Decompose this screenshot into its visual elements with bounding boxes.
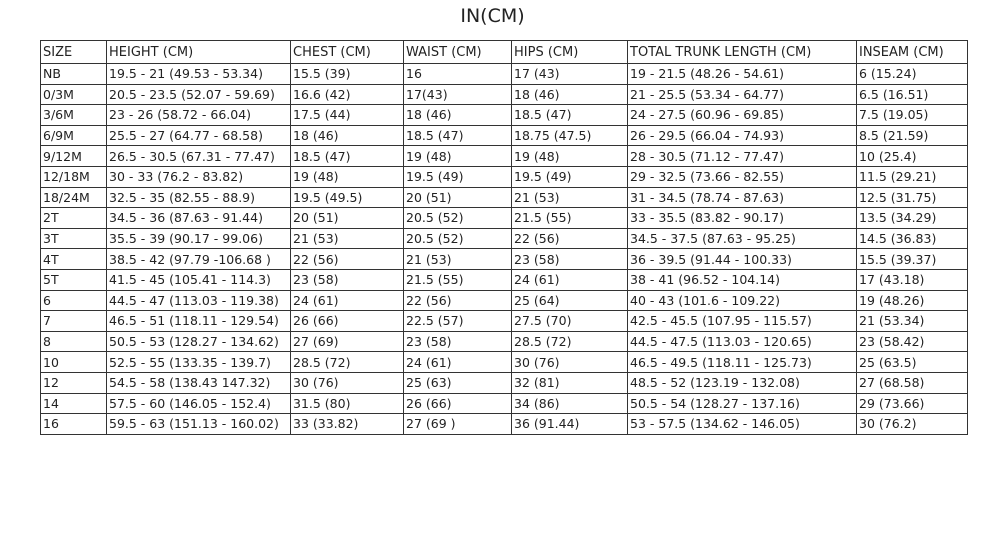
cell-hips: 18.5 (47) [512,105,628,126]
cell-trunk-length: 42.5 - 45.5 (107.95 - 115.57) [628,311,857,332]
cell-inseam: 6 (15.24) [857,64,968,85]
cell-trunk-length: 46.5 - 49.5 (118.11 - 125.73) [628,352,857,373]
cell-height: 44.5 - 47 (113.03 - 119.38) [107,290,291,311]
cell-inseam: 23 (58.42) [857,331,968,352]
cell-hips: 19.5 (49) [512,166,628,187]
cell-trunk-length: 38 - 41 (96.52 - 104.14) [628,269,857,290]
header-trunk-length: TOTAL TRUNK LENGTH (CM) [628,41,857,64]
cell-chest: 23 (58) [291,269,404,290]
cell-hips: 24 (61) [512,269,628,290]
cell-waist: 20 (51) [404,187,512,208]
cell-chest: 19.5 (49.5) [291,187,404,208]
cell-height: 59.5 - 63 (151.13 - 160.02) [107,414,291,435]
cell-inseam: 15.5 (39.37) [857,249,968,270]
cell-chest: 19 (48) [291,166,404,187]
cell-size: 4T [41,249,107,270]
cell-height: 35.5 - 39 (90.17 - 99.06) [107,228,291,249]
cell-chest: 31.5 (80) [291,393,404,414]
table-header [41,41,968,64]
table-row [41,208,968,229]
cell-height: 20.5 - 23.5 (52.07 - 59.69) [107,84,291,105]
cell-chest: 24 (61) [291,290,404,311]
cell-waist: 19.5 (49) [404,166,512,187]
table-row [41,269,968,290]
cell-size: 0/3M [41,84,107,105]
cell-hips: 32 (81) [512,372,628,393]
cell-hips: 25 (64) [512,290,628,311]
cell-chest: 20 (51) [291,208,404,229]
cell-size: 14 [41,393,107,414]
cell-waist: 26 (66) [404,393,512,414]
table-row [41,84,968,105]
cell-hips: 21 (53) [512,187,628,208]
cell-hips: 21.5 (55) [512,208,628,229]
cell-chest: 21 (53) [291,228,404,249]
cell-hips: 28.5 (72) [512,331,628,352]
chart-title: IN(CM) [460,5,525,27]
size-chart-table [40,40,968,435]
cell-chest: 33 (33.82) [291,414,404,435]
cell-trunk-length: 19 - 21.5 (48.26 - 54.61) [628,64,857,85]
cell-height: 50.5 - 53 (128.27 - 134.62) [107,331,291,352]
cell-hips: 18.75 (47.5) [512,125,628,146]
cell-hips: 22 (56) [512,228,628,249]
cell-trunk-length: 53 - 57.5 (134.62 - 146.05) [628,414,857,435]
cell-chest: 28.5 (72) [291,352,404,373]
cell-hips: 23 (58) [512,249,628,270]
header-inseam: INSEAM (CM) [857,41,968,64]
cell-inseam: 13.5 (34.29) [857,208,968,229]
cell-trunk-length: 36 - 39.5 (91.44 - 100.33) [628,249,857,270]
cell-inseam: 8.5 (21.59) [857,125,968,146]
cell-height: 23 - 26 (58.72 - 66.04) [107,105,291,126]
cell-size: 3/6M [41,105,107,126]
cell-hips: 34 (86) [512,393,628,414]
cell-chest: 27 (69) [291,331,404,352]
cell-height: 26.5 - 30.5 (67.31 - 77.47) [107,146,291,167]
table-row [41,146,968,167]
cell-height: 54.5 - 58 (138.43 147.32) [107,372,291,393]
cell-trunk-length: 48.5 - 52 (123.19 - 132.08) [628,372,857,393]
table-row [41,393,968,414]
table-row [41,414,968,435]
cell-trunk-length: 31 - 34.5 (78.74 - 87.63) [628,187,857,208]
table-row [41,249,968,270]
table-row [41,331,968,352]
cell-trunk-length: 34.5 - 37.5 (87.63 - 95.25) [628,228,857,249]
cell-height: 57.5 - 60 (146.05 - 152.4) [107,393,291,414]
cell-waist: 22 (56) [404,290,512,311]
cell-inseam: 29 (73.66) [857,393,968,414]
cell-waist: 18.5 (47) [404,125,512,146]
cell-chest: 30 (76) [291,372,404,393]
cell-inseam: 25 (63.5) [857,352,968,373]
cell-height: 30 - 33 (76.2 - 83.82) [107,166,291,187]
table-row [41,228,968,249]
cell-trunk-length: 29 - 32.5 (73.66 - 82.55) [628,166,857,187]
cell-size: 8 [41,331,107,352]
cell-height: 19.5 - 21 (49.53 - 53.34) [107,64,291,85]
cell-trunk-length: 28 - 30.5 (71.12 - 77.47) [628,146,857,167]
cell-waist: 22.5 (57) [404,311,512,332]
cell-size: 12/18M [41,166,107,187]
cell-chest: 26 (66) [291,311,404,332]
cell-inseam: 14.5 (36.83) [857,228,968,249]
cell-trunk-length: 40 - 43 (101.6 - 109.22) [628,290,857,311]
cell-size: 6 [41,290,107,311]
cell-trunk-length: 21 - 25.5 (53.34 - 64.77) [628,84,857,105]
cell-waist: 16 [404,64,512,85]
table-body [41,64,968,435]
header-row [41,41,968,64]
cell-chest: 17.5 (44) [291,105,404,126]
cell-size: NB [41,64,107,85]
table-row [41,311,968,332]
cell-inseam: 12.5 (31.75) [857,187,968,208]
cell-chest: 15.5 (39) [291,64,404,85]
cell-waist: 21 (53) [404,249,512,270]
table-row [41,290,968,311]
cell-size: 2T [41,208,107,229]
cell-waist: 24 (61) [404,352,512,373]
header-size: SIZE [41,41,107,64]
cell-size: 7 [41,311,107,332]
table-row [41,64,968,85]
cell-inseam: 30 (76.2) [857,414,968,435]
cell-height: 34.5 - 36 (87.63 - 91.44) [107,208,291,229]
table-row [41,372,968,393]
cell-size: 3T [41,228,107,249]
table-row [41,166,968,187]
header-waist: WAIST (CM) [404,41,512,64]
cell-size: 10 [41,352,107,373]
cell-height: 46.5 - 51 (118.11 - 129.54) [107,311,291,332]
cell-size: 18/24M [41,187,107,208]
cell-hips: 27.5 (70) [512,311,628,332]
cell-height: 38.5 - 42 (97.79 -106.68 ) [107,249,291,270]
cell-height: 41.5 - 45 (105.41 - 114.3) [107,269,291,290]
cell-hips: 30 (76) [512,352,628,373]
cell-waist: 25 (63) [404,372,512,393]
cell-waist: 20.5 (52) [404,228,512,249]
cell-inseam: 11.5 (29.21) [857,166,968,187]
cell-size: 12 [41,372,107,393]
cell-chest: 16.6 (42) [291,84,404,105]
cell-inseam: 6.5 (16.51) [857,84,968,105]
cell-waist: 18 (46) [404,105,512,126]
table-row [41,125,968,146]
cell-size: 6/9M [41,125,107,146]
cell-inseam: 19 (48.26) [857,290,968,311]
cell-waist: 21.5 (55) [404,269,512,290]
cell-size: 5T [41,269,107,290]
cell-inseam: 17 (43.18) [857,269,968,290]
cell-trunk-length: 24 - 27.5 (60.96 - 69.85) [628,105,857,126]
cell-hips: 19 (48) [512,146,628,167]
cell-inseam: 27 (68.58) [857,372,968,393]
cell-waist: 19 (48) [404,146,512,167]
cell-inseam: 10 (25.4) [857,146,968,167]
cell-chest: 18.5 (47) [291,146,404,167]
table-row [41,187,968,208]
cell-hips: 36 (91.44) [512,414,628,435]
cell-waist: 23 (58) [404,331,512,352]
cell-height: 25.5 - 27 (64.77 - 68.58) [107,125,291,146]
table-row [41,105,968,126]
cell-trunk-length: 50.5 - 54 (128.27 - 137.16) [628,393,857,414]
cell-height: 32.5 - 35 (82.55 - 88.9) [107,187,291,208]
cell-size: 16 [41,414,107,435]
cell-size: 9/12M [41,146,107,167]
cell-trunk-length: 26 - 29.5 (66.04 - 74.93) [628,125,857,146]
cell-waist: 17(43) [404,84,512,105]
header-hips: HIPS (CM) [512,41,628,64]
cell-waist: 27 (69 ) [404,414,512,435]
header-height: HEIGHT (CM) [107,41,291,64]
cell-hips: 17 (43) [512,64,628,85]
cell-chest: 18 (46) [291,125,404,146]
cell-height: 52.5 - 55 (133.35 - 139.7) [107,352,291,373]
cell-trunk-length: 44.5 - 47.5 (113.03 - 120.65) [628,331,857,352]
table-row [41,352,968,373]
cell-chest: 22 (56) [291,249,404,270]
cell-waist: 20.5 (52) [404,208,512,229]
cell-hips: 18 (46) [512,84,628,105]
cell-trunk-length: 33 - 35.5 (83.82 - 90.17) [628,208,857,229]
cell-inseam: 21 (53.34) [857,311,968,332]
cell-inseam: 7.5 (19.05) [857,105,968,126]
header-chest: CHEST (CM) [291,41,404,64]
